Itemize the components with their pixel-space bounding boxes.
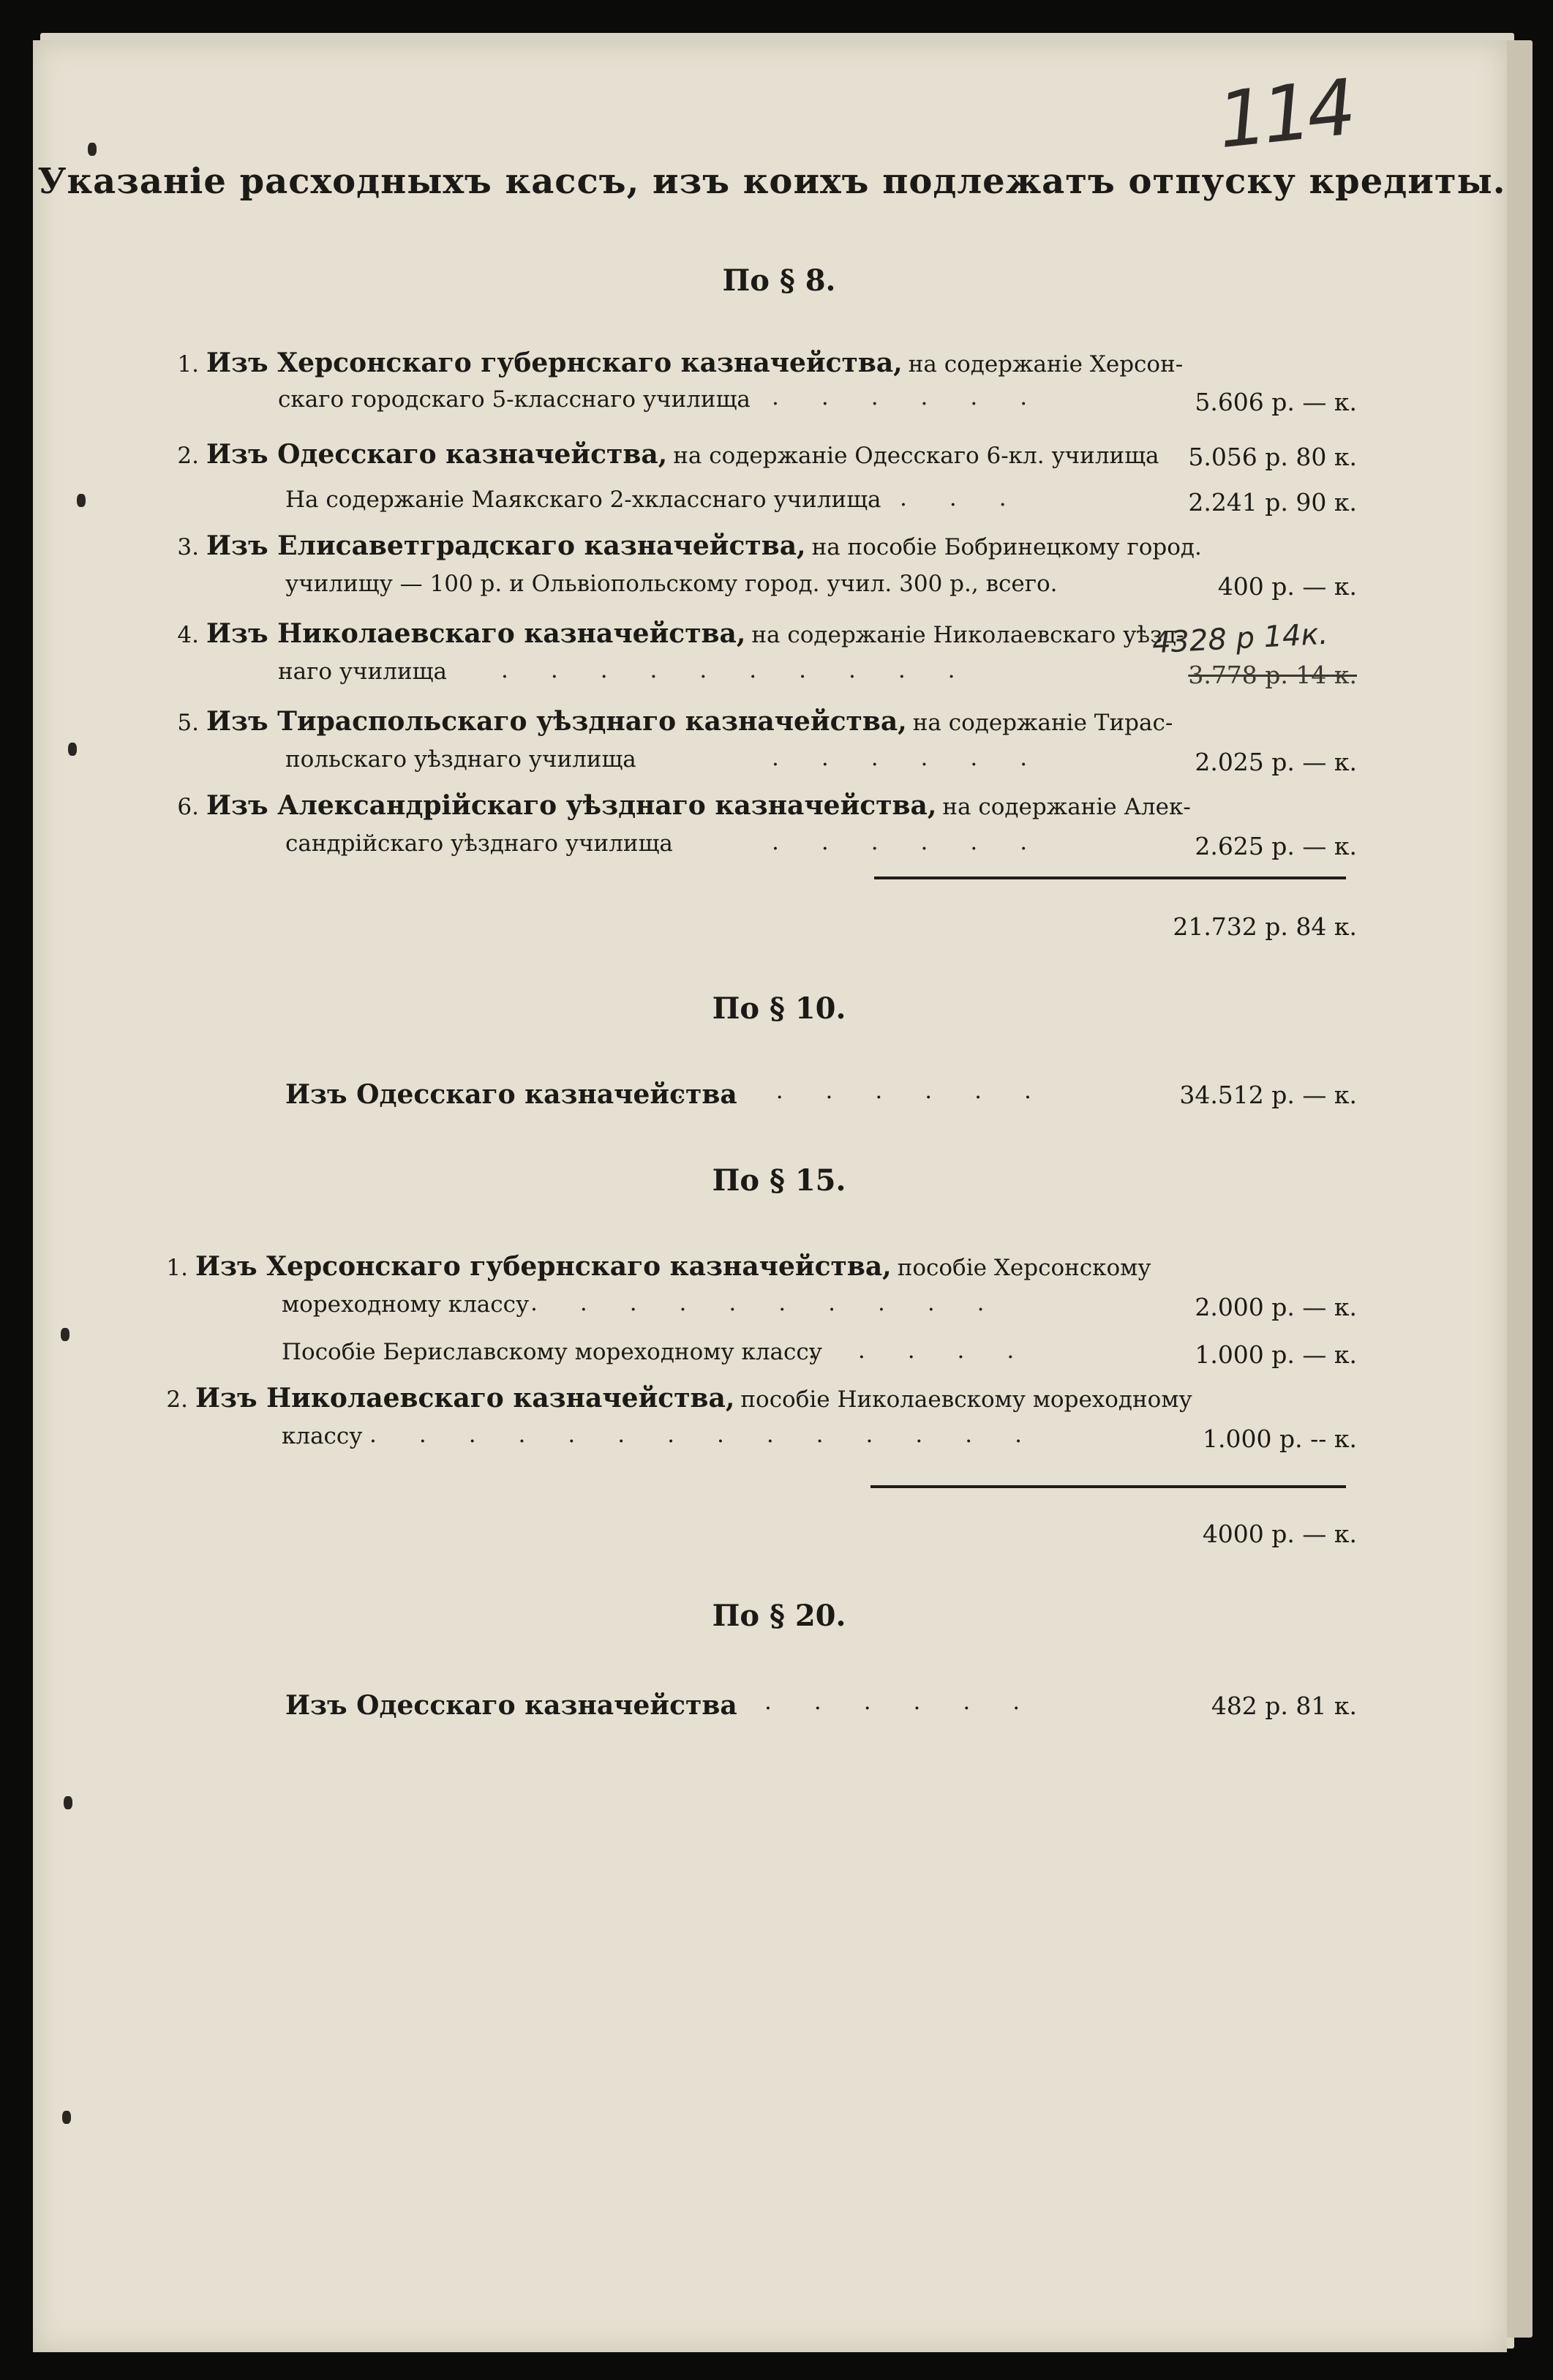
item-number: 1. (166, 1255, 188, 1281)
leader-dots: ...... (772, 745, 1070, 771)
amount: 2.241 р. 90 к. (1188, 488, 1357, 517)
leader-dots: ...... (772, 384, 1070, 410)
sec10-line (285, 1079, 737, 1110)
leader-dots: .............. (369, 1422, 1064, 1448)
item-text: скаго городскаго 5-класснаго училища (278, 386, 751, 413)
item-number: 2. (166, 1386, 188, 1413)
item-number: 3. (177, 534, 199, 560)
sec8-item-5-line1 (161, 706, 1173, 737)
leader-dots: .......... (530, 1290, 1027, 1316)
item-text: сандрійскаго уѣзднаго училища (285, 830, 673, 857)
struck-amount: 3.778 р. 14 к. (1188, 661, 1357, 689)
section-heading-20: По § 20. (712, 1599, 846, 1633)
margin-mark (62, 2111, 71, 2124)
sec8-item-4-line2 (278, 658, 447, 685)
amount: 1.000 р. -- к. (1203, 1424, 1357, 1453)
item-text: пособіе Херсонскому (897, 1255, 1151, 1281)
item-source: Изъ Одесскаго казначейства (285, 1079, 737, 1110)
sec8-item-1-line2 (278, 386, 751, 413)
sec15-item-1-line2 (282, 1291, 529, 1318)
item-source: Изъ Елисаветградскаго казначейства, (206, 530, 806, 561)
item-number: 2. (177, 443, 199, 469)
item-number: 5. (177, 710, 199, 736)
sec8-item-2-sub (285, 487, 881, 513)
item-text: классу (282, 1423, 363, 1449)
amount: 482 р. 81 к. (1211, 1692, 1357, 1720)
sum-rule (874, 876, 1346, 879)
item-text: наго училища (278, 658, 447, 685)
item-text: училищу — 100 р. и Ольвіопольскому город. учил. 300 р., всего. (285, 571, 1058, 597)
amount: 2.000 р. — к. (1195, 1293, 1357, 1321)
handwritten-correction: 4328 р 14к. (1151, 617, 1329, 661)
item-text: на содержаніе Николаевскаго уѣзд- (751, 622, 1184, 648)
item-source: Изъ Херсонскаго губернскаго казначейства, (206, 348, 903, 378)
amount: 2.625 р. — к. (1195, 832, 1357, 860)
item-source: Изъ Херсонскаго губернскаго казначейства, (195, 1251, 892, 1282)
leader-dots: ...... (764, 1689, 1063, 1715)
item-source: Изъ Одесскаго казначейства, (206, 439, 668, 470)
item-text: на содержаніе Херсон- (908, 351, 1184, 378)
amount: 2.025 р. — к. (1195, 748, 1357, 776)
leader-dots: .......... (501, 657, 998, 683)
item-number: 4. (177, 622, 199, 648)
amount: 400 р. — к. (1217, 572, 1357, 601)
section-heading-10: По § 10. (712, 991, 846, 1026)
document-title: Указаніе расходныхъ кассъ, изъ коихъ подлежатъ отпуску кредиты. (37, 161, 1506, 202)
item-source: Изъ Николаевскаго казначейства, (206, 618, 746, 649)
leader-dots: ... (900, 485, 1049, 511)
item-text: На содержаніе Маякскаго 2-хкласснаго училища (285, 487, 881, 513)
margin-mark (64, 1796, 72, 1809)
amount: 5.606 р. — к. (1195, 388, 1357, 416)
item-source: Изъ Александрійскаго уѣзднаго казначейства, (206, 790, 937, 821)
sec8-item-3-line1 (161, 530, 1202, 561)
section-total: 21.732 р. 84 к. (1173, 912, 1357, 941)
item-source: Изъ Одесскаго казначейства (285, 1690, 737, 1721)
item-text: на содержаніе Тирас- (912, 710, 1173, 736)
margin-mark (77, 494, 86, 507)
section-heading-8: По § 8. (722, 263, 836, 298)
sec8-item-6-line1 (161, 790, 1191, 821)
margin-mark (61, 1328, 69, 1341)
sec8-item-3-line2 (285, 571, 1057, 597)
amount: 34.512 р. — к. (1179, 1081, 1357, 1109)
margin-mark (88, 143, 97, 156)
item-text: польскаго уѣзднаго училища (285, 746, 636, 773)
sec15-item-1-line1 (150, 1251, 1151, 1282)
item-text: на пособіе Бобринецкому город. (811, 534, 1202, 560)
item-text: пособіе Николаевскому мореходному (740, 1386, 1192, 1413)
sec15-item-1-sub (282, 1339, 822, 1365)
item-number: 1. (177, 351, 199, 378)
sum-rule (870, 1485, 1346, 1488)
item-text: на содержаніе Одесскаго 6-кл. училища (673, 443, 1159, 469)
margin-mark (68, 743, 77, 756)
sec8-item-4-line1 (161, 618, 1184, 649)
sec20-line (285, 1690, 737, 1721)
sec8-item-6-line2 (285, 830, 673, 857)
sec8-item-5-line2 (285, 746, 636, 773)
leader-dots: ..... (808, 1337, 1057, 1364)
document-page (33, 40, 1507, 2352)
sec8-item-1-line1 (161, 348, 1183, 378)
item-source: Изъ Николаевскаго казначейства, (195, 1383, 735, 1414)
leader-dots: ........ (677, 1078, 1074, 1104)
folio-number: 114 (1214, 62, 1356, 166)
item-number: 6. (177, 794, 199, 820)
item-text: мореходному классу (282, 1291, 530, 1318)
sec15-item-2-line1 (150, 1383, 1192, 1414)
item-text: Пособіе Бериславскому мореходному классу (282, 1339, 822, 1365)
amount: 1.000 р. — к. (1195, 1340, 1357, 1369)
leader-dots: ...... (772, 829, 1070, 855)
section-total: 4000 р. — к. (1202, 1520, 1357, 1548)
amount: 5.056 р. 80 к. (1188, 443, 1357, 471)
item-text: на содержаніе Алек- (942, 794, 1191, 820)
sec15-item-2-line2 (282, 1423, 363, 1449)
item-source: Изъ Тираспольскаго уѣзднаго казначейства, (206, 706, 907, 737)
section-heading-15: По § 15. (712, 1163, 846, 1198)
sec8-item-2-line1 (161, 439, 1159, 470)
